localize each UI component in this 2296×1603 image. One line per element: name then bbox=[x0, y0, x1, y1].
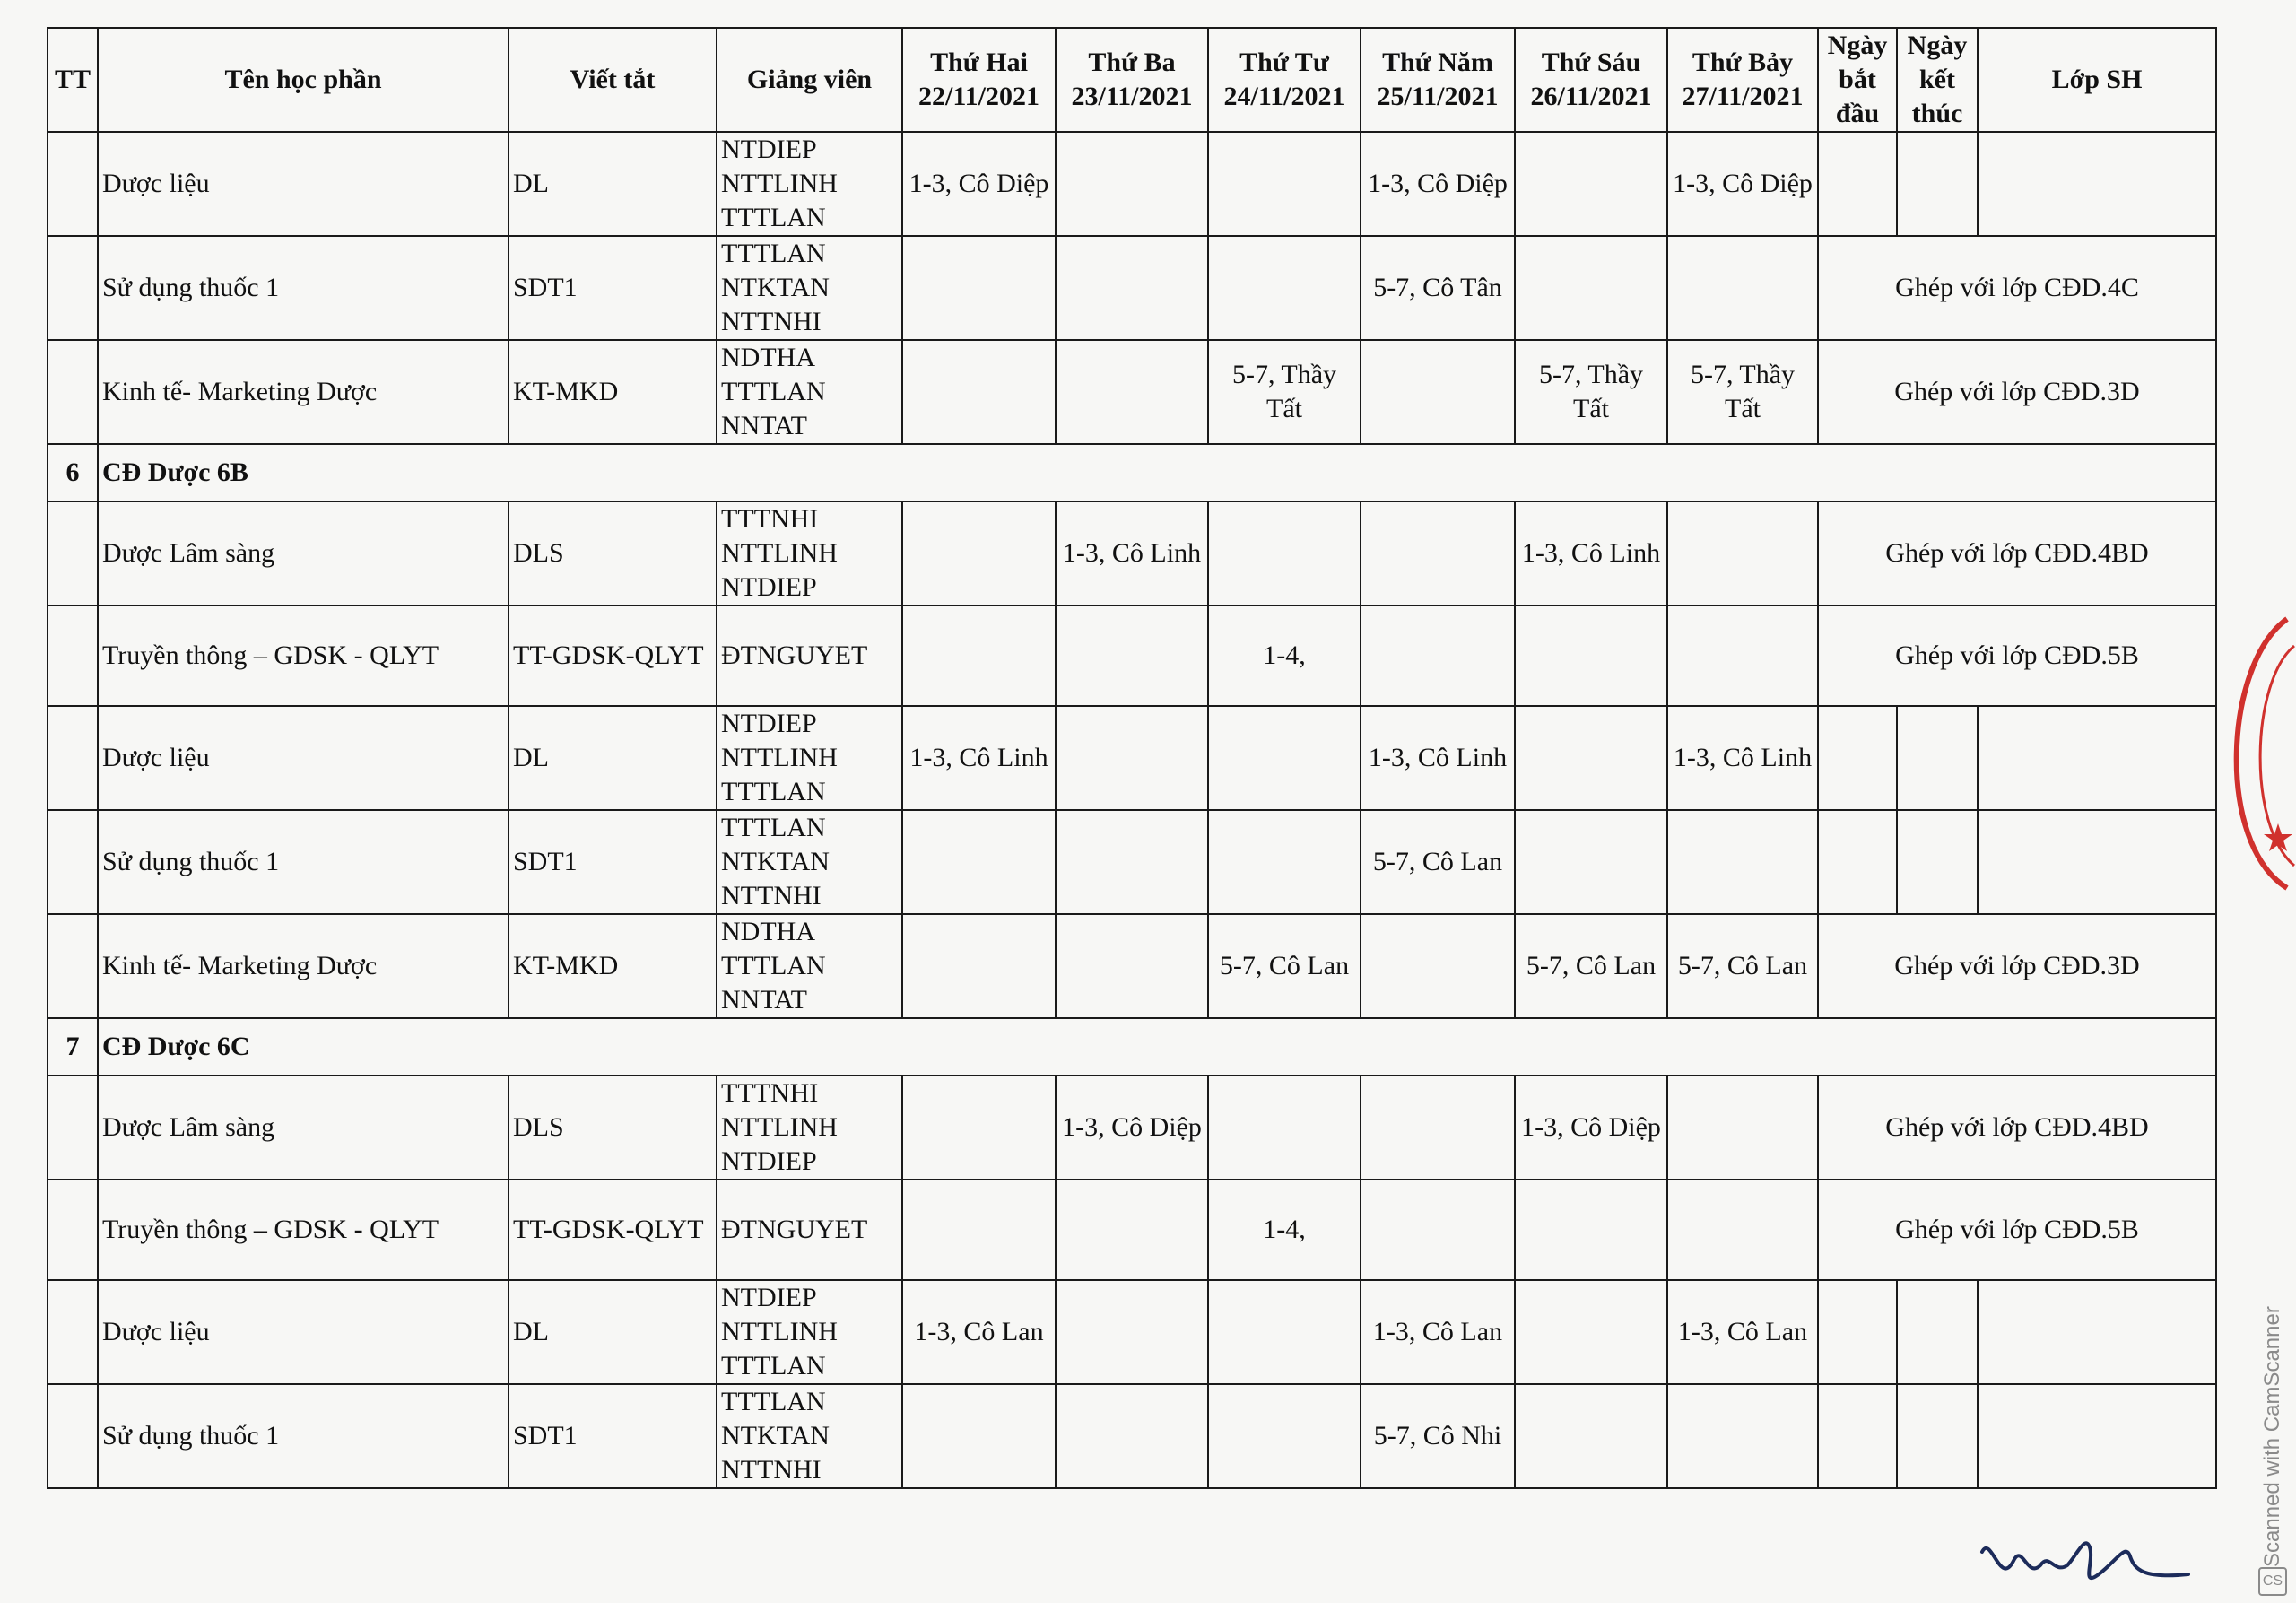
slot-wed bbox=[1208, 706, 1361, 810]
start-date-cell bbox=[1818, 1280, 1897, 1384]
slot-fri bbox=[1515, 706, 1667, 810]
slot-thu bbox=[1361, 501, 1515, 605]
course-name: Dược liệu bbox=[98, 706, 509, 810]
slot-mon bbox=[902, 236, 1056, 340]
header-class: Lớp SH bbox=[1978, 28, 2216, 132]
lecturer-list: TTTLAN NTKTAN NTTNHI bbox=[717, 1384, 902, 1488]
lecturer-list: NTDIEP NTTLINH TTTLAN bbox=[717, 1280, 902, 1384]
table-row bbox=[48, 132, 2216, 236]
schedule-table bbox=[47, 27, 2217, 1489]
header-tt: TT bbox=[48, 28, 98, 132]
start-date-cell bbox=[1818, 810, 1897, 914]
slot-wed: 5-7, Cô Lan bbox=[1208, 914, 1361, 1018]
slot-sat bbox=[1667, 1180, 1818, 1280]
course-abbr: DLS bbox=[509, 501, 717, 605]
slot-wed bbox=[1208, 1076, 1361, 1180]
slot-sat bbox=[1667, 1076, 1818, 1180]
start-date-cell bbox=[1818, 706, 1897, 810]
slot-wed bbox=[1208, 236, 1361, 340]
tt-cell bbox=[48, 1076, 98, 1180]
slot-tue bbox=[1056, 1280, 1208, 1384]
slot-sat: 5-7, Thầy Tất bbox=[1667, 340, 1818, 444]
slot-fri bbox=[1515, 132, 1667, 236]
lecturer-list: NTDIEP NTTLINH TTTLAN bbox=[717, 132, 902, 236]
slot-fri bbox=[1515, 605, 1667, 706]
lecturer-list: TTTNHI NTTLINH NTDIEP bbox=[717, 1076, 902, 1180]
class-cell bbox=[1978, 132, 2216, 236]
header-wed: Thứ Tư 24/11/2021 bbox=[1208, 28, 1361, 132]
end-date-cell bbox=[1897, 1384, 1978, 1488]
slot-fri: 1-3, Cô Diệp bbox=[1515, 1076, 1667, 1180]
header-fri: Thứ Sáu 26/11/2021 bbox=[1515, 28, 1667, 132]
slot-wed bbox=[1208, 132, 1361, 236]
class-cell bbox=[1978, 706, 2216, 810]
course-abbr: DL bbox=[509, 1280, 717, 1384]
table-row bbox=[48, 501, 2216, 605]
start-date-cell bbox=[1818, 1384, 1897, 1488]
slot-thu: 1-3, Cô Lan bbox=[1361, 1280, 1515, 1384]
schedule-sheet bbox=[47, 27, 2215, 1489]
table-row bbox=[48, 810, 2216, 914]
lecturer-list: TTTLAN NTKTAN NTTNHI bbox=[717, 810, 902, 914]
lecturer-list: NDTHA TTTLAN NNTAT bbox=[717, 914, 902, 1018]
merge-note: Ghép với lớp CĐD.3D bbox=[1818, 914, 2216, 1018]
header-end-date: Ngày kết thúc bbox=[1897, 28, 1978, 132]
merge-note: Ghép với lớp CĐD.5B bbox=[1818, 605, 2216, 706]
slot-mon bbox=[902, 810, 1056, 914]
header-lecturer: Giảng viên bbox=[717, 28, 902, 132]
slot-fri bbox=[1515, 236, 1667, 340]
slot-fri: 5-7, Thầy Tất bbox=[1515, 340, 1667, 444]
header-sat: Thứ Bảy 27/11/2021 bbox=[1667, 28, 1818, 132]
slot-tue: 1-3, Cô Linh bbox=[1056, 501, 1208, 605]
slot-thu: 5-7, Cô Nhi bbox=[1361, 1384, 1515, 1488]
course-name: Truyền thông – GDSK - QLYT bbox=[98, 605, 509, 706]
slot-mon: 1-3, Cô Linh bbox=[902, 706, 1056, 810]
slot-wed bbox=[1208, 1280, 1361, 1384]
tt-cell bbox=[48, 605, 98, 706]
tt-cell bbox=[48, 1180, 98, 1280]
slot-mon bbox=[902, 1180, 1056, 1280]
group-row bbox=[48, 1018, 2216, 1076]
slot-wed: 1-4, bbox=[1208, 605, 1361, 706]
group-number: 6 bbox=[48, 444, 98, 501]
course-name: Kinh tế- Marketing Dược bbox=[98, 914, 509, 1018]
course-abbr: DLS bbox=[509, 1076, 717, 1180]
group-row bbox=[48, 444, 2216, 501]
camscanner-text: Scanned with CamScanner bbox=[2260, 1306, 2284, 1567]
course-name: Kinh tế- Marketing Dược bbox=[98, 340, 509, 444]
slot-sat bbox=[1667, 501, 1818, 605]
header-course: Tên học phần bbox=[98, 28, 509, 132]
slot-sat bbox=[1667, 1384, 1818, 1488]
tt-cell bbox=[48, 132, 98, 236]
slot-mon bbox=[902, 340, 1056, 444]
course-abbr: SDT1 bbox=[509, 1384, 717, 1488]
course-name: Dược liệu bbox=[98, 132, 509, 236]
slot-fri: 1-3, Cô Linh bbox=[1515, 501, 1667, 605]
table-row bbox=[48, 1180, 2216, 1280]
course-name: Truyền thông – GDSK - QLYT bbox=[98, 1180, 509, 1280]
class-cell bbox=[1978, 1280, 2216, 1384]
slot-wed bbox=[1208, 1384, 1361, 1488]
tt-cell bbox=[48, 914, 98, 1018]
course-abbr: DL bbox=[509, 132, 717, 236]
slot-fri: 5-7, Cô Lan bbox=[1515, 914, 1667, 1018]
merge-note: Ghép với lớp CĐD.4C bbox=[1818, 236, 2216, 340]
slot-tue bbox=[1056, 1180, 1208, 1280]
course-name: Dược liệu bbox=[98, 1280, 509, 1384]
slot-thu bbox=[1361, 914, 1515, 1018]
tt-cell bbox=[48, 340, 98, 444]
tt-cell bbox=[48, 706, 98, 810]
table-row bbox=[48, 1076, 2216, 1180]
header-thu: Thứ Năm 25/11/2021 bbox=[1361, 28, 1515, 132]
lecturer-list: NDTHA TTTLAN NNTAT bbox=[717, 340, 902, 444]
end-date-cell bbox=[1897, 1280, 1978, 1384]
slot-tue bbox=[1056, 914, 1208, 1018]
class-cell bbox=[1978, 810, 2216, 914]
camscanner-logo-icon: CS bbox=[2258, 1567, 2287, 1596]
slot-thu: 5-7, Cô Lan bbox=[1361, 810, 1515, 914]
slot-tue bbox=[1056, 1384, 1208, 1488]
header-row bbox=[48, 28, 2216, 132]
tt-cell bbox=[48, 501, 98, 605]
lecturer-list: ĐTNGUYET bbox=[717, 605, 902, 706]
slot-tue: 1-3, Cô Diệp bbox=[1056, 1076, 1208, 1180]
slot-thu: 1-3, Cô Diệp bbox=[1361, 132, 1515, 236]
slot-fri bbox=[1515, 1180, 1667, 1280]
table-row bbox=[48, 706, 2216, 810]
course-abbr: KT-MKD bbox=[509, 340, 717, 444]
class-cell bbox=[1978, 1384, 2216, 1488]
lecturer-list: NTDIEP NTTLINH TTTLAN bbox=[717, 706, 902, 810]
slot-tue bbox=[1056, 236, 1208, 340]
slot-mon: 1-3, Cô Lan bbox=[902, 1280, 1056, 1384]
course-abbr: TT-GDSK-QLYT bbox=[509, 1180, 717, 1280]
slot-mon: 1-3, Cô Diệp bbox=[902, 132, 1056, 236]
table-row bbox=[48, 605, 2216, 706]
group-name: CĐ Dược 6C bbox=[98, 1018, 2216, 1076]
slot-wed: 5-7, Thầy Tất bbox=[1208, 340, 1361, 444]
slot-thu: 5-7, Cô Tân bbox=[1361, 236, 1515, 340]
merge-note: Ghép với lớp CĐD.4BD bbox=[1818, 501, 2216, 605]
header-mon: Thứ Hai 22/11/2021 bbox=[902, 28, 1056, 132]
merge-note: Ghép với lớp CĐD.5B bbox=[1818, 1180, 2216, 1280]
slot-thu bbox=[1361, 340, 1515, 444]
table-row bbox=[48, 236, 2216, 340]
end-date-cell bbox=[1897, 706, 1978, 810]
course-name: Sử dụng thuốc 1 bbox=[98, 810, 509, 914]
red-stamp bbox=[2188, 610, 2296, 897]
course-abbr: TT-GDSK-QLYT bbox=[509, 605, 717, 706]
course-name: Sử dụng thuốc 1 bbox=[98, 1384, 509, 1488]
course-name: Dược Lâm sàng bbox=[98, 501, 509, 605]
slot-sat: 1-3, Cô Lan bbox=[1667, 1280, 1818, 1384]
slot-fri bbox=[1515, 1280, 1667, 1384]
slot-sat: 1-3, Cô Linh bbox=[1667, 706, 1818, 810]
slot-mon bbox=[902, 605, 1056, 706]
slot-thu: 1-3, Cô Linh bbox=[1361, 706, 1515, 810]
slot-wed bbox=[1208, 810, 1361, 914]
slot-fri bbox=[1515, 1384, 1667, 1488]
slot-tue bbox=[1056, 810, 1208, 914]
slot-mon bbox=[902, 501, 1056, 605]
merge-note: Ghép với lớp CĐD.4BD bbox=[1818, 1076, 2216, 1180]
lecturer-list: TTTNHI NTTLINH NTDIEP bbox=[717, 501, 902, 605]
header-abbr: Viết tắt bbox=[509, 28, 717, 132]
slot-sat bbox=[1667, 810, 1818, 914]
table-row bbox=[48, 1384, 2216, 1488]
end-date-cell bbox=[1897, 810, 1978, 914]
slot-mon bbox=[902, 1076, 1056, 1180]
course-name: Sử dụng thuốc 1 bbox=[98, 236, 509, 340]
course-abbr: KT-MKD bbox=[509, 914, 717, 1018]
tt-cell bbox=[48, 810, 98, 914]
slot-fri bbox=[1515, 810, 1667, 914]
lecturer-list: TTTLAN NTKTAN NTTNHI bbox=[717, 236, 902, 340]
camscanner-watermark bbox=[2257, 1226, 2292, 1603]
start-date-cell bbox=[1818, 132, 1897, 236]
slot-thu bbox=[1361, 605, 1515, 706]
slot-wed: 1-4, bbox=[1208, 1180, 1361, 1280]
table-row bbox=[48, 914, 2216, 1018]
slot-tue bbox=[1056, 605, 1208, 706]
slot-thu bbox=[1361, 1076, 1515, 1180]
slot-thu bbox=[1361, 1180, 1515, 1280]
course-abbr: SDT1 bbox=[509, 236, 717, 340]
lecturer-list: ĐTNGUYET bbox=[717, 1180, 902, 1280]
group-number: 7 bbox=[48, 1018, 98, 1076]
slot-sat bbox=[1667, 236, 1818, 340]
course-abbr: SDT1 bbox=[509, 810, 717, 914]
table-row bbox=[48, 340, 2216, 444]
signature bbox=[1973, 1525, 2206, 1597]
slot-mon bbox=[902, 1384, 1056, 1488]
tt-cell bbox=[48, 1280, 98, 1384]
slot-tue bbox=[1056, 706, 1208, 810]
header-tue: Thứ Ba 23/11/2021 bbox=[1056, 28, 1208, 132]
slot-wed bbox=[1208, 501, 1361, 605]
tt-cell bbox=[48, 1384, 98, 1488]
slot-mon bbox=[902, 914, 1056, 1018]
group-name: CĐ Dược 6B bbox=[98, 444, 2216, 501]
merge-note: Ghép với lớp CĐD.3D bbox=[1818, 340, 2216, 444]
course-name: Dược Lâm sàng bbox=[98, 1076, 509, 1180]
course-abbr: DL bbox=[509, 706, 717, 810]
slot-sat: 1-3, Cô Diệp bbox=[1667, 132, 1818, 236]
tt-cell bbox=[48, 236, 98, 340]
slot-sat: 5-7, Cô Lan bbox=[1667, 914, 1818, 1018]
header-start-date: Ngày bắt đầu bbox=[1818, 28, 1897, 132]
end-date-cell bbox=[1897, 132, 1978, 236]
slot-tue bbox=[1056, 340, 1208, 444]
table-row bbox=[48, 1280, 2216, 1384]
slot-tue bbox=[1056, 132, 1208, 236]
slot-sat bbox=[1667, 605, 1818, 706]
